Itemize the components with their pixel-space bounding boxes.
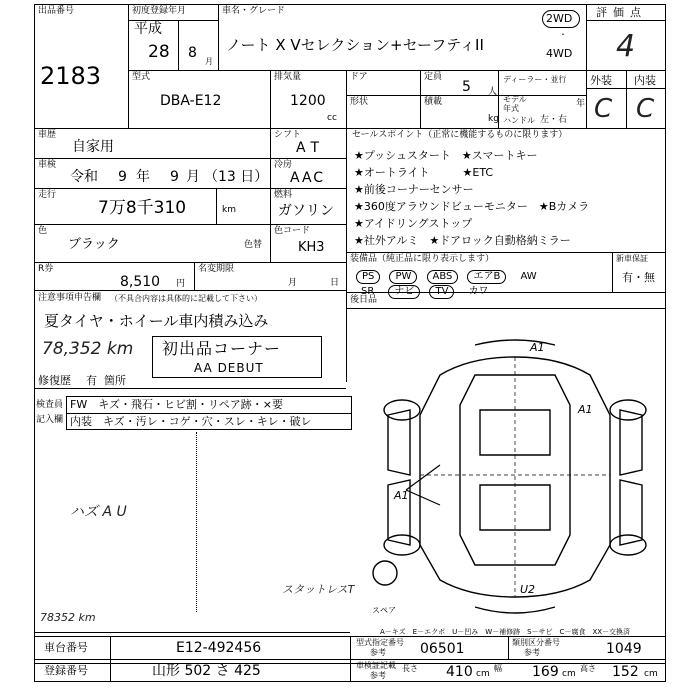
- inspector-label-1: 検査員: [36, 400, 64, 410]
- inspection-month-unit: 月: [186, 169, 200, 185]
- interior-label: 内装: [634, 74, 656, 87]
- notes-handwritten-mileage: 78,352 km: [42, 339, 134, 359]
- handle-label: ハンドル: [503, 116, 535, 125]
- plate-label: 登録番号: [44, 664, 88, 677]
- model-label: 車名・グレード: [222, 6, 286, 16]
- inspection-day: （13 日）: [204, 169, 269, 185]
- equipment-row-2: [356, 281, 498, 299]
- diagram-mark-u2: U2: [520, 583, 536, 596]
- sales-point-item: ★360度アラウンドビューモニター ★Bカメラ: [354, 200, 590, 213]
- color-label: 色: [38, 226, 48, 236]
- diagram-mark-a1-top: A1: [530, 341, 545, 354]
- width-value: 169: [532, 664, 559, 680]
- rear-item-label: 後日品: [350, 295, 378, 305]
- displacement-value: 1200: [290, 93, 326, 109]
- sales-point-item: ★前後コーナーセンサー: [354, 183, 474, 196]
- handwritten-studless-note: スタットレスT: [282, 583, 355, 596]
- debut-stamp-line-2: AA DEBUT: [194, 361, 264, 375]
- equipment-abs: ABS: [427, 270, 459, 284]
- height-unit: cm: [644, 669, 658, 679]
- equipment-airbag: エアB: [467, 270, 506, 284]
- height-label: 高さ: [580, 664, 596, 673]
- dimensions-label: 車検証記載: [356, 661, 396, 670]
- color-value: ブラック: [68, 237, 120, 252]
- equipment-sr: SR: [361, 286, 375, 297]
- sales-points-title: セールスポイント（正常に機能するものに限ります）: [352, 130, 568, 140]
- model-designation-label: 型式指定番号: [356, 638, 404, 647]
- color-change-label: 色替: [244, 240, 263, 250]
- type-label: 型式: [132, 72, 151, 82]
- diagram-mark-a1-left: A1: [394, 489, 409, 502]
- exterior-value: C: [594, 94, 613, 124]
- inspector-row-2: 内装 キズ・汚レ・コゲ・穴・スレ・キレ・破レ: [70, 415, 312, 428]
- model-year-label: モデル年式: [503, 95, 527, 113]
- width-unit: cm: [562, 669, 576, 679]
- mileage-label: 走行: [38, 190, 57, 200]
- door-label: ドア: [350, 72, 368, 82]
- history-label: 車歴: [38, 130, 57, 140]
- grade-value: 4: [616, 29, 636, 64]
- drive-4wd: 4WD: [546, 47, 573, 60]
- reg-year: 28: [148, 42, 170, 62]
- sales-point-item: ★オートライト ★ETC: [354, 166, 494, 179]
- drive-2wd: 2WD: [546, 12, 573, 25]
- sales-point-item: ★プッシュスタート ★スマートキー: [354, 149, 538, 162]
- repair-label: 修復歴: [38, 374, 71, 387]
- notes-title: 注意事項申告欄: [38, 293, 102, 303]
- model-year-unit: 年: [576, 99, 586, 109]
- load-label: 積載: [424, 97, 443, 107]
- displacement-unit: cc: [327, 113, 337, 123]
- color-code-value: KH3: [298, 240, 325, 255]
- plate-value: 山形 502 さ 425: [152, 663, 261, 679]
- equipment-title: 装備品（純正品に限り表示します）: [350, 254, 495, 264]
- inspector-label-2: 記入欄: [36, 415, 64, 425]
- grade-label: 評価点: [596, 6, 647, 19]
- auction-sheet: 出品番号 2183 初度登録年月 平成 28 8 月 車名・グレード ノート X Vセレクション+セーフティII 2WD ・ 4WD 評価点 4 型式 DBA-E12 排気量 1200 cc ドア 形状 定員 5 人 積載 kg ディーラー・並行 モデル年式 年 ハンドル 左・右 外装 内装 C C 車歴 自家用 車検 令和 9 年 9 月 （13 日） 走行 7万8千310 km 色 ブラック 色替 R券 8,510 円 名変期限 月 日 シフト AT 冷房 AAC 燃料 ガソリン 色コード KH3 セールスポイント（正常に機能するものに限ります） ★プッシュスタート ★スマートキー ★オートライト ★ETC ★前後コーナーセンサー ★360度アラウンドビューモニター ★Bカメラ ★アイドリングストップ ★社外アルミ ★ドアロック自動格納ミラー 装備品（純正品に限り表示します） PS PW ABS エアB AW SR ナビ TV カワ 新車保証 有・無 後日品 注意事項申告欄 （不具合内容は具体的に記載して下さい） 夏タイヤ・ホイール車内積み込み 78,352 km 初出品コーナー AA DEBUT 修復歴 有 箇所 検査員 記入欄 FW キズ・飛石・ヒビ割・リペア跡・×要 内装 キズ・汚レ・コゲ・穴・スレ・キレ・破レ ハズ A U スタットレスT 78352 km A1 A1 A1 U2 スペア A－キズ E－エクボ U－凹み W－補修跡 S－サビ C－腐食 XX－交換済 車台番号 E12-492456 登録番号 山形 502 さ 425 型式指定番号 参考 06501 類別区分番号 参考 1049 車検証記載 参考 長さ 410 cm 幅 169 cm 高さ 152 cm: [0, 0, 700, 700]
- damage-legend: A－キズ E－エクボ U－凹み W－補修跡 S－サビ C－腐食 XX－交換済: [380, 628, 631, 636]
- reg-month-unit: 月: [205, 57, 213, 66]
- reg-year-label: 初度登録年月: [132, 6, 187, 16]
- handwritten-mileage-scribble: 78352 km: [40, 611, 96, 624]
- repair-unit: 箇所: [104, 374, 126, 387]
- sales-points-list: [354, 147, 589, 249]
- sales-point-item: ★社外アルミ ★ドアロック自動格納ミラー: [354, 234, 571, 247]
- width-label: 幅: [494, 664, 502, 673]
- load-unit: kg: [488, 114, 499, 124]
- diagram-mark-a1-right: A1: [578, 403, 593, 416]
- shift-label: シフト: [274, 130, 302, 140]
- model-name: ノート X Vセレクション+セーフティII: [226, 36, 484, 54]
- repair-value: 有: [86, 374, 97, 387]
- mileage-unit: km: [222, 205, 236, 215]
- debut-stamp-line-1: 初出品コーナー: [162, 339, 282, 358]
- equipment-tv: TV: [429, 285, 454, 299]
- inspection-label: 車検: [38, 160, 57, 170]
- classification-ref: 参考: [524, 648, 540, 657]
- new-car-warranty-value: 有・無: [622, 271, 655, 284]
- length-value: 410: [446, 664, 473, 680]
- dimensions-ref: 参考: [370, 671, 386, 680]
- handle-value: 左・右: [540, 115, 568, 125]
- car-damage-diagram: [372, 335, 650, 620]
- exterior-label: 外装: [590, 74, 612, 87]
- lot-number: 2183: [40, 62, 102, 90]
- lot-label: 出品番号: [38, 6, 75, 16]
- shift-value: AT: [296, 140, 326, 156]
- model-designation-ref: 参考: [370, 648, 386, 657]
- new-car-warranty-label: 新車保証: [616, 254, 648, 263]
- inspector-row-1: FW キズ・飛石・ヒビ割・リペア跡・×要: [70, 398, 283, 411]
- fuel-label: 燃料: [274, 190, 293, 200]
- notes-subtitle: （不具合内容は具体的に記載して下さい）: [110, 294, 262, 303]
- notes-line-1: 夏タイヤ・ホイール車内積み込み: [44, 312, 269, 330]
- equipment-navi: ナビ: [388, 285, 420, 299]
- ownership-day: 日: [330, 278, 340, 288]
- ownership-month: 月: [288, 278, 298, 288]
- dealer-label: ディーラー・並行: [503, 75, 567, 84]
- inspection-era: 令和: [70, 169, 98, 185]
- history-value: 自家用: [72, 139, 114, 155]
- length-label: 長さ: [402, 664, 418, 673]
- interior-value: C: [636, 94, 655, 124]
- ac-value: AAC: [290, 170, 326, 186]
- spare-label: スペア: [372, 606, 396, 615]
- capacity-label: 定員: [424, 72, 443, 82]
- height-value: 152: [612, 664, 639, 680]
- classification-value: 1049: [606, 641, 642, 657]
- reg-era: 平成: [134, 21, 162, 37]
- displacement-label: 排気量: [274, 72, 302, 82]
- fuel-value: ガソリン: [278, 203, 334, 219]
- capacity-unit: 人: [488, 87, 498, 97]
- recycle-unit: 円: [176, 279, 186, 289]
- equipment-pw: PW: [389, 270, 417, 284]
- color-code-label: 色コード: [274, 226, 311, 236]
- equipment-aw: AW: [520, 271, 537, 282]
- equipment-leather: カワ: [468, 286, 489, 297]
- handwritten-left-note: ハズ A U: [70, 504, 127, 520]
- recycle-value: 8,510: [120, 274, 161, 290]
- inspection-month: 9: [170, 169, 179, 185]
- length-unit: cm: [476, 669, 490, 679]
- shape-label: 形状: [350, 97, 369, 107]
- inspection-year: 9: [118, 169, 127, 185]
- model-designation-value: 06501: [420, 641, 465, 657]
- ownership-label: 名変期限: [198, 264, 235, 274]
- recycle-label: R券: [38, 264, 54, 274]
- inspection-year-unit: 年: [136, 169, 150, 185]
- classification-label: 類別区分番号: [512, 638, 560, 647]
- ac-label: 冷房: [274, 160, 293, 170]
- reg-month: 8: [188, 45, 197, 61]
- chassis-label: 車台番号: [44, 641, 88, 654]
- mileage-value: 7万8千310: [98, 198, 187, 218]
- chassis-value: E12-492456: [176, 640, 262, 656]
- equipment-ps: PS: [356, 270, 380, 284]
- type-value: DBA-E12: [160, 93, 222, 109]
- sales-point-item: ★アイドリングストップ: [354, 217, 473, 230]
- capacity-value: 5: [462, 79, 471, 95]
